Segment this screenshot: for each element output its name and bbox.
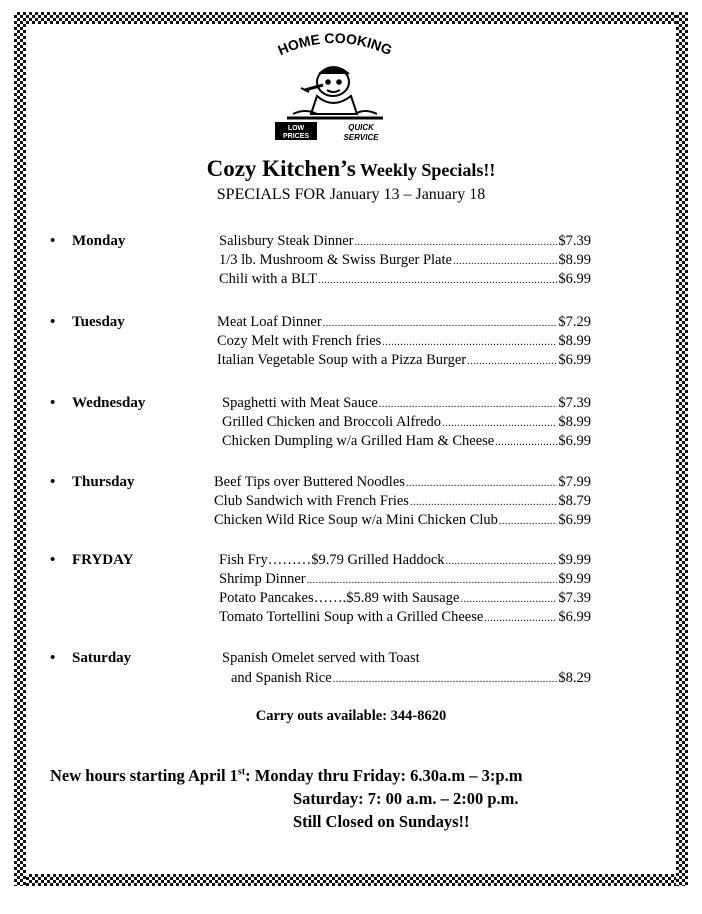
cook-illustration: [287, 67, 383, 118]
day-label-thursday: • Thursday: [50, 474, 135, 490]
logo-arc-text: HOME COOKING: [275, 30, 395, 59]
menu-item: Italian Vegetable Soup with a Pizza Burger ..... $6.99: [217, 351, 591, 371]
menu-item: and Spanish Rice ..... $8.29: [231, 669, 591, 689]
checkered-border-right: [676, 12, 688, 886]
menu-item: Fish Fry………$9.79 Grilled Haddock ..... $9.99: [219, 551, 591, 571]
menu-item: Shrimp Dinner ..... $9.99: [219, 570, 591, 590]
title-tail: Weekly Specials!!: [359, 160, 496, 180]
day-label-saturday: • Saturday: [50, 650, 132, 666]
hours-line-sunday: Still Closed on Sundays!!: [293, 812, 470, 831]
menu-item: 1/3 lb. Mushroom & Swiss Burger Plate ..... $8.99: [219, 251, 591, 271]
day-label-tuesday: • Tuesday: [50, 314, 125, 330]
menu-item: Potato Pancakes…….$5.89 with Sausage ..... $7.39: [219, 589, 591, 609]
title-main: Cozy Kitchen’s: [206, 156, 356, 181]
svg-text:HOME COOKING: [275, 30, 394, 58]
menu-item: Spanish Omelet served with Toast: [222, 650, 420, 666]
carry-outs-phone: Carry outs available: 344-8620: [255, 708, 447, 724]
menu-item: Chicken Dumpling w/a Grilled Ham & Cheese ..... $6.99: [222, 432, 591, 452]
specials-date-range: SPECIALS FOR January 13 – January 18: [216, 186, 486, 203]
menu-item: Cozy Melt with French fries ..... $8.99: [217, 332, 591, 352]
day-label-monday: • Monday: [50, 233, 126, 249]
menu-item: Salisbury Steak Dinner ..... $7.39: [219, 232, 591, 252]
menu-item: Grilled Chicken and Broccoli Alfredo ..... $8.99: [222, 413, 591, 433]
menu-item: Chicken Wild Rice Soup w/a Mini Chicken Club ..... $6.99: [214, 511, 591, 531]
checkered-border-bottom: [14, 874, 688, 886]
day-label-fryday: • FRYDAY: [50, 552, 134, 568]
checkered-border-top: [14, 12, 688, 24]
svg-text:QUICK: QUICK: [348, 123, 374, 132]
page-title: [0, 156, 702, 182]
menu-item: Beef Tips over Buttered Noodles ..... $7.99: [214, 473, 591, 493]
hours-line-saturday: Saturday: 7: 00 a.m. – 2:00 p.m.: [293, 789, 519, 808]
hours-line-weekdays: New hours starting April 1st: Monday thru Friday: 6.30a.m – 3:p.m: [50, 766, 523, 785]
home-cooking-logo: [265, 30, 405, 148]
day-label-wednesday: • Wednesday: [50, 395, 146, 411]
menu-item: Tomato Tortellini Soup with a Grilled Cheese ..... $6.99: [219, 608, 591, 628]
checkered-border-left: [14, 12, 26, 886]
svg-text:LOW: LOW: [287, 125, 305, 132]
svg-text:PRICES: PRICES: [282, 133, 310, 140]
menu-item: Meat Loaf Dinner ..... $7.29: [217, 313, 591, 333]
menu-item: Club Sandwich with French Fries ..... $8.79: [214, 492, 591, 512]
svg-text:SERVICE: SERVICE: [343, 133, 379, 142]
menu-item: Chili with a BLT ..... $6.99: [219, 270, 591, 290]
menu-item: Spaghetti with Meat Sauce ..... $7.39: [222, 394, 591, 414]
